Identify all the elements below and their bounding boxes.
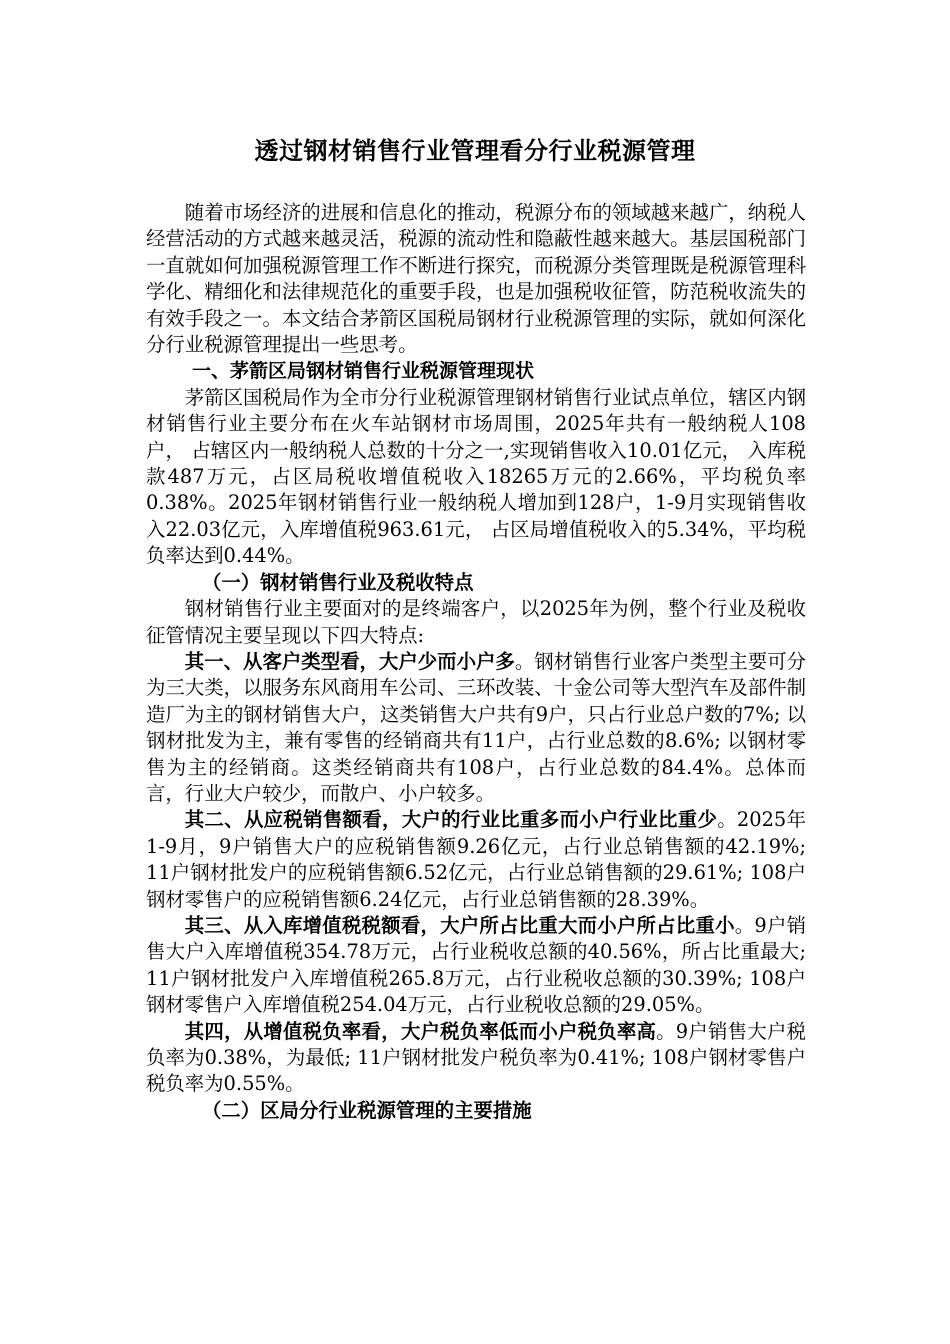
subsection-heading-2: （二）区局分行业税源管理的主要措施 [202, 1098, 532, 1122]
point1-lead: 其一、从客户类型看，大户少而小户多 [184, 649, 515, 673]
point2-text: 。2025年1-9月，9户销售大户的应税销售额9.26亿元，占行业总销售额的42.19%; 11户钢材批发户的应税销售额6.52亿元，占行业总销售额的29.61%; 108户钢材零售户的应税销售额6.24亿元，占行业总销售额的28.39%。 [146, 808, 806, 911]
point4-paragraph [146, 1019, 806, 1098]
subsection1-intro-paragraph: 钢材销售行业主要面对的是终端客户，以2025年为例，整个行业及税收征管情况主要呈现以下四大特点: [146, 597, 806, 647]
point2-paragraph [146, 807, 806, 913]
point2-lead: 其二、从应税销售额看，大户的行业比重多而小户行业比重少 [184, 808, 718, 832]
point1-text: 。钢材销售行业客户类型主要可分为三大类，以服务东风商用车公司、三环改装、十金公司等大型汽车及部件制造厂为主的钢材销售大户，这类销售大户共有9户，只占行业总户数的7%; 以钢材批发为主，兼有零售的经销商共有11户，占行业总数的8.6%; 以钢材零售为主的经销商。这类经销商共有108户，占行业总数的84.4%。总体而言，行业大户较少，而散户、小户较多。 [146, 649, 807, 805]
point4-text: 。9户销售大户税负率为0.38%，为最低; 11户钢材批发户税负率为0.41%; 108户钢材零售户税负率为0.55%。 [146, 1019, 806, 1096]
document-body [146, 200, 806, 1124]
section-heading-1: 一、茅箭区局钢材销售行业税源管理现状 [192, 360, 535, 383]
section1-paragraph: 茅箭区国税局作为全市分行业税源管理钢材销售行业试点单位，辖区内钢材销售行业主要分布在火车站钢材市场周围，2025年共有一般纳税人108户， 占辖区内一般纳税人总数的十分之一,实现销售收入10.01亿元， 入库税款487万元，占区局税收增值税收入18265万元的2.66%，平均税负率0.38%。2025年钢材销售行业一般纳税人增加到128户，1-9月实现销售收入22.03亿元，入库增值税963.61元， 占区局增值税收入的5.34%，平均税负率达到0.44%。 [146, 385, 806, 568]
subsection-heading-1: （一）钢材销售行业及税收特点 [202, 570, 474, 594]
point3-paragraph [146, 913, 806, 1019]
point1-paragraph [146, 649, 806, 807]
intro-paragraph: 随着市场经济的进展和信息化的推动，税源分布的领域越来越广，纳税人经营活动的方式越来越灵活，税源的流动性和隐蔽性越来越大。基层国税部门一直就如何加强税源管理工作不断进行探究，而税源分类管理既是税源管理科学化、精细化和法律规范化的重要手段，也是加强税收征管，防范税收流失的有效手段之一。本文结合茅箭区国税局钢材行业税源管理的实际，就如何深化分行业税源管理提出一些思考。 [146, 201, 806, 357]
document-title: 透过钢材销售行业管理看分行业税源管理 [254, 137, 696, 165]
point3-text: 。9户销售大户入库增值税354.78万元，占行业税收总额的40.56%，所占比重最大; 11户钢材批发户入库增值税265.8万元，占行业税收总额的30.39%; 108户钢材零售户入库增值税254.04万元，占行业税收总额的29.05%。 [146, 913, 806, 1017]
point4-lead: 其四，从增值税负率看，大户税负率低而小户税负率高 [184, 1019, 657, 1043]
point3-lead: 其三、从入库增值税税额看，大户所占比重大而小户所占比重小 [184, 913, 735, 937]
